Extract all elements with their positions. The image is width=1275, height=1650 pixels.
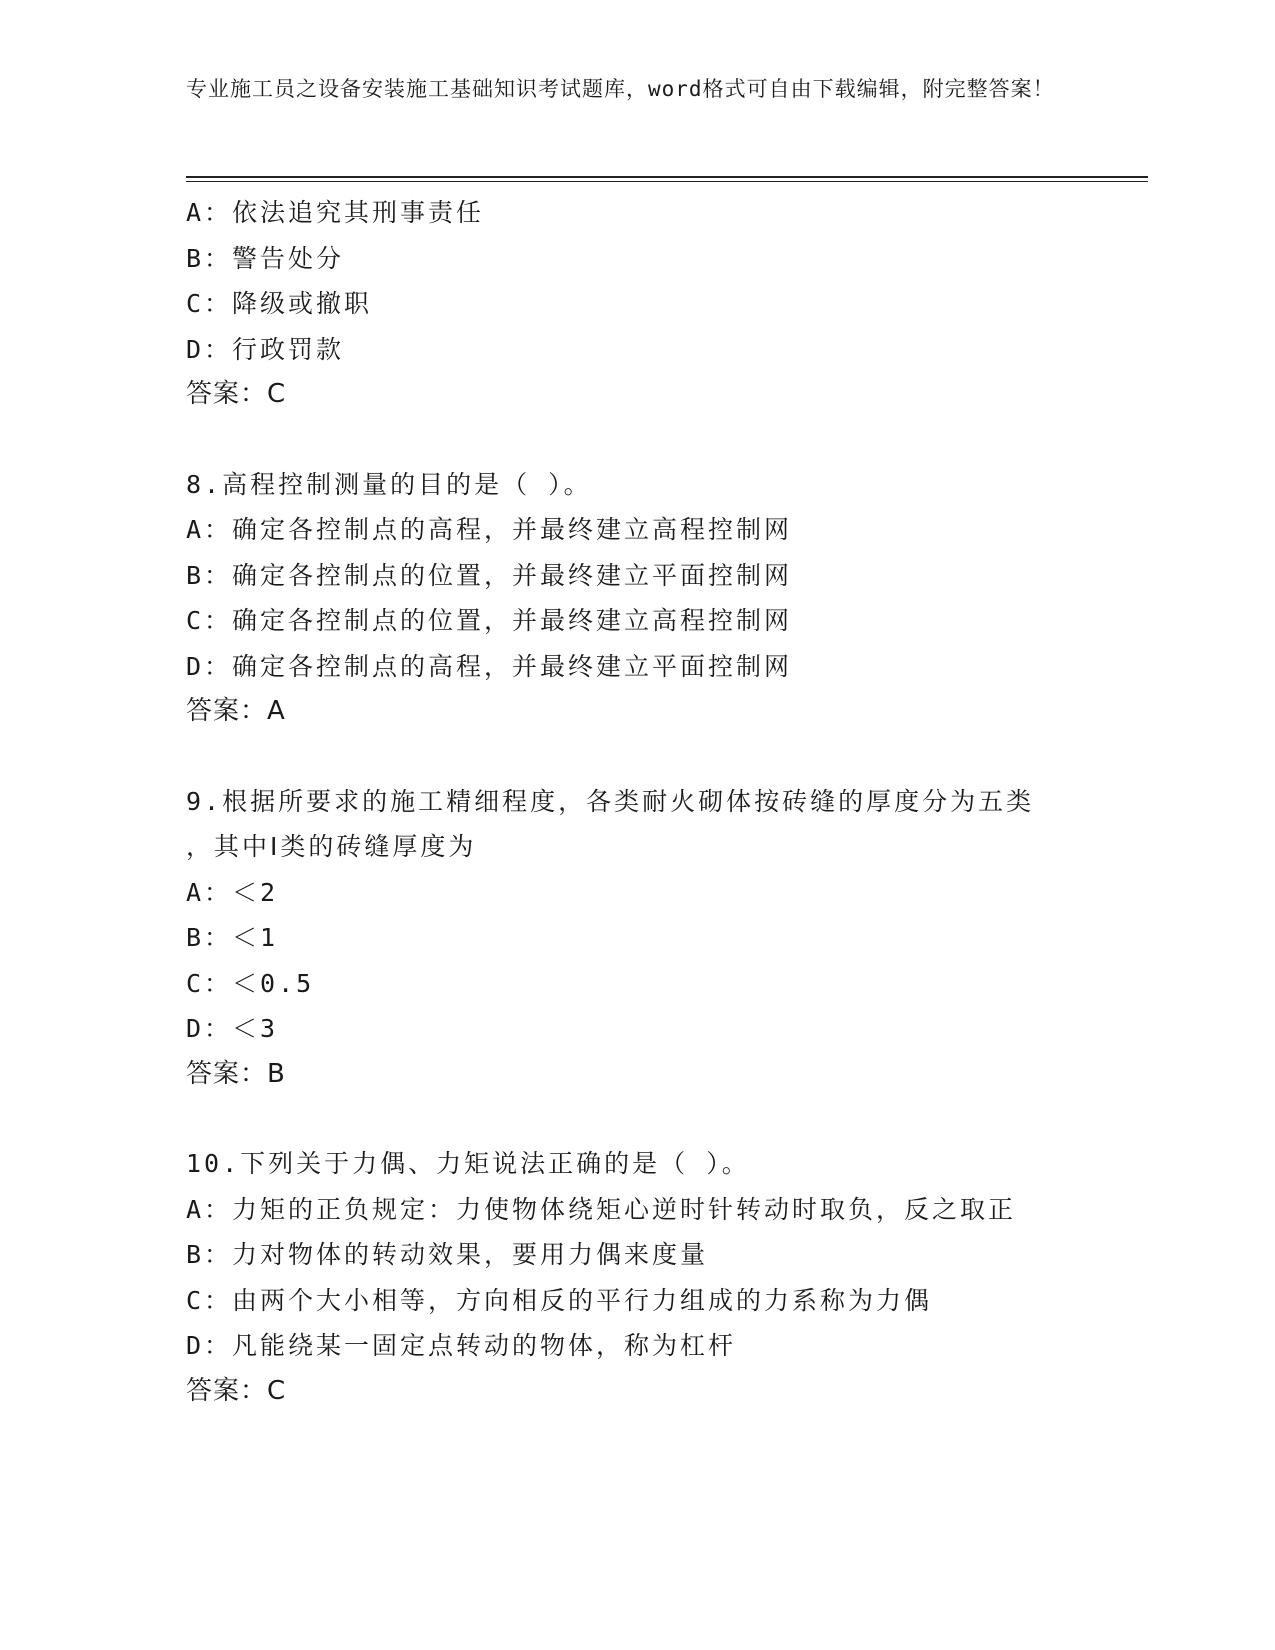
option-a: A：依法追究其刑事责任 — [186, 198, 485, 227]
option-b: B：确定各控制点的位置，并最终建立平面控制网 — [186, 560, 793, 590]
question-list — [186, 190, 1146, 1414]
question-9 — [186, 779, 1146, 1098]
option-d: D：行政罚款 — [186, 334, 345, 364]
option-c: C：确定各控制点的位置，并最终建立高程控制网 — [186, 606, 793, 635]
spacer — [186, 735, 1146, 779]
option-c: C：由两个大小相等，方向相反的平行力组成的力系称为力偶 — [186, 1285, 933, 1315]
option-b: B：力对物体的转动效果，要用力偶来度量 — [186, 1240, 709, 1269]
answer: 答案：A — [186, 696, 286, 726]
question-8 — [186, 462, 1146, 735]
option-d: D：＜3 — [186, 1014, 279, 1043]
option-d: D：凡能绕某一固定点转动的物体，称为杠杆 — [186, 1331, 737, 1360]
question-stem: 9.根据所要求的施工精细程度，各类耐火砌体按砖缝的厚度分为五类 — [186, 786, 1035, 816]
spacer — [186, 1097, 1146, 1141]
option-d: D：确定各控制点的高程，并最终建立平面控制网 — [186, 651, 793, 681]
option-b: B：＜1 — [186, 923, 279, 952]
question-stem-continued: ，其中Ⅰ类的砖缝厚度为 — [186, 832, 477, 861]
answer: 答案：C — [186, 379, 287, 409]
option-a: A：确定各控制点的高程，并最终建立高程控制网 — [186, 515, 793, 544]
option-c: C：降级或撤职 — [186, 289, 373, 318]
option-a: A：＜2 — [186, 877, 279, 907]
document-header: 专业施工员之设备安装施工基础知识考试题库，word格式可自由下载编辑，附完整答案！ — [186, 77, 1055, 101]
question-stem: 10.下列关于力偶、力矩说法正确的是（ ）。 — [186, 1149, 750, 1178]
option-b: B：警告处分 — [186, 243, 345, 273]
answer: 答案：B — [186, 1058, 286, 1089]
answer: 答案：C — [186, 1375, 287, 1406]
option-a: A：力矩的正负规定：力使物体绕矩心逆时针转动时取负，反之取正 — [186, 1194, 1017, 1224]
spacer — [186, 418, 1146, 462]
question-stem: 8.高程控制测量的目的是（ ）。 — [186, 469, 592, 499]
header-divider — [186, 176, 1148, 182]
question-7 — [186, 190, 1146, 418]
option-c: C：＜0.5 — [186, 968, 315, 998]
question-10 — [186, 1141, 1146, 1414]
